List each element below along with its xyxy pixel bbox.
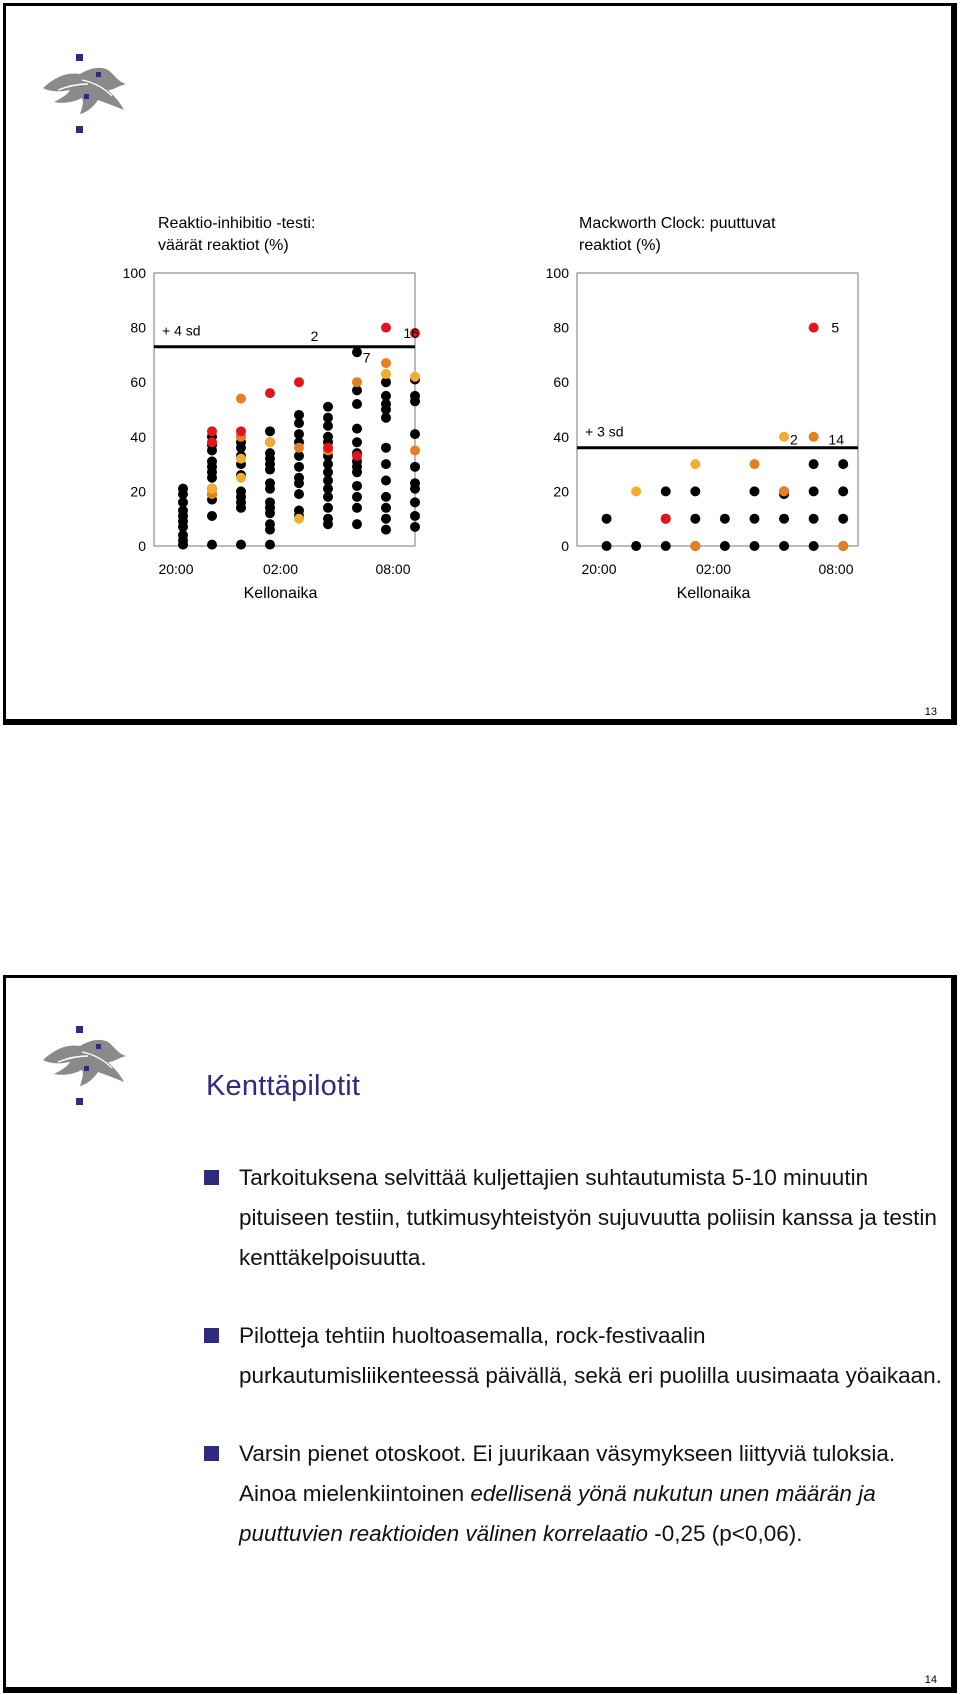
data-point (779, 514, 789, 524)
reference-line-label: + 3 sd (585, 423, 624, 440)
y-tick-label: 60 (130, 374, 146, 391)
data-point (661, 486, 671, 496)
data-point (352, 481, 362, 491)
bullet-list (204, 1158, 944, 1592)
data-point (749, 459, 759, 469)
data-point (294, 443, 304, 453)
chart-title: Reaktio-inhibitio -testi: (158, 215, 316, 232)
data-point (352, 399, 362, 409)
plot-frame (577, 273, 858, 546)
data-point (749, 486, 759, 496)
data-point (779, 432, 789, 442)
data-point (809, 514, 819, 524)
data-point (294, 473, 304, 483)
slide-number: 14 (924, 1674, 937, 1686)
data-point (265, 437, 275, 447)
bullet-item (204, 1158, 944, 1278)
data-point (294, 514, 304, 524)
data-point (236, 426, 246, 436)
data-point (323, 402, 333, 412)
data-point (381, 358, 391, 368)
slide-number: 13 (924, 706, 937, 718)
data-point (690, 486, 700, 496)
data-point (720, 514, 730, 524)
data-point (381, 459, 391, 469)
y-tick-label: 0 (138, 538, 146, 554)
x-tick-label: 02:00 (262, 561, 299, 577)
chart-title: reaktiot (%) (579, 237, 661, 254)
data-point (381, 369, 391, 379)
data-point (207, 426, 217, 436)
data-point (294, 377, 304, 387)
data-point (236, 540, 246, 550)
data-point (207, 540, 217, 550)
data-point (323, 503, 333, 513)
data-point (265, 426, 275, 436)
data-point (381, 503, 391, 513)
chart-title: Mackworth Clock: puuttuvat (579, 215, 776, 232)
data-point (352, 503, 362, 513)
y-tick-label: 0 (561, 538, 569, 554)
data-point (352, 519, 362, 529)
data-point (410, 511, 420, 521)
y-tick-label: 100 (545, 265, 569, 281)
data-point (265, 540, 275, 550)
data-point (602, 514, 612, 524)
reference-line-label: + 4 sd (162, 322, 201, 339)
data-label: 7 (362, 349, 371, 366)
data-point (352, 437, 362, 447)
square-bullet-icon (204, 1328, 219, 1343)
data-point (809, 323, 819, 333)
data-point (602, 541, 612, 551)
data-point (410, 372, 420, 382)
data-point (352, 451, 362, 461)
y-tick-label: 20 (130, 483, 146, 500)
data-point (265, 497, 275, 507)
data-point (323, 443, 333, 453)
university-logo-icon (38, 1026, 128, 1106)
bullet-text: Varsin pienet otoskoot. Ei juurikaan väsymykseen liittyviä tuloksia. Ainoa mielenkiintoinen (239, 1441, 896, 1506)
data-point (631, 541, 641, 551)
bullet-text-italic: edellisenä yönä nukutun unen määrän ja puuttuvien reaktioiden välinen korrelaatio (239, 1481, 876, 1546)
y-tick-label: 100 (122, 265, 146, 281)
data-point (294, 489, 304, 499)
data-point (381, 492, 391, 502)
charts-area (6, 6, 954, 726)
data-point (294, 410, 304, 420)
data-point (381, 391, 391, 401)
bullet-item (204, 1434, 944, 1554)
y-tick-label: 40 (130, 428, 146, 445)
data-point (381, 323, 391, 333)
x-tick-label: 08:00 (818, 561, 854, 577)
data-point (207, 456, 217, 466)
data-point (838, 486, 848, 496)
data-point (178, 484, 188, 494)
square-bullet-icon (204, 1446, 219, 1461)
data-point (410, 522, 420, 532)
data-point (352, 377, 362, 387)
x-tick-label: 08:00 (375, 561, 411, 577)
data-point (381, 525, 391, 535)
data-point (410, 429, 420, 439)
data-point (323, 413, 333, 423)
data-point (323, 514, 333, 524)
bullet-text: Pilotteja tehtiin huoltoasemalla, rock-festivaalin purkautumisliikenteessä päivällä, sekä eri puolilla uusimaata yöaikaan. (239, 1323, 942, 1388)
data-point (809, 459, 819, 469)
data-point (265, 448, 275, 458)
x-tick-label: 20:00 (581, 561, 617, 577)
x-axis-label: Kellonaika (676, 585, 751, 602)
x-axis-label: Kellonaika (243, 585, 318, 602)
data-point (749, 514, 759, 524)
data-point (381, 475, 391, 485)
data-point (236, 394, 246, 404)
data-point (381, 443, 391, 453)
y-tick-label: 20 (553, 483, 569, 500)
slide-14 (3, 975, 957, 1693)
data-point (749, 541, 759, 551)
data-point (410, 497, 420, 507)
data-point (207, 437, 217, 447)
data-point (352, 492, 362, 502)
y-tick-label: 60 (553, 374, 569, 391)
slide-13 (3, 3, 957, 725)
y-tick-label: 40 (553, 428, 569, 445)
data-point (690, 514, 700, 524)
data-point (661, 514, 671, 524)
chart-title: väärät reaktiot (%) (158, 237, 289, 254)
bullet-text: Tarkoituksena selvittää kuljettajien suhtautumista 5-10 minuutin pituiseen testiin, tutkimusyhteistyön sujuvuutta poliisin kanssa ja testin kenttäkelpoisuutta. (239, 1165, 937, 1270)
data-point (265, 519, 275, 529)
data-point (294, 429, 304, 439)
data-point (352, 347, 362, 357)
data-point (236, 473, 246, 483)
data-point (631, 486, 641, 496)
data-point (265, 388, 275, 398)
y-tick-label: 80 (553, 319, 569, 336)
data-label: 14 (828, 431, 844, 448)
data-point (838, 459, 848, 469)
data-point (779, 486, 789, 496)
data-label: 5 (831, 319, 840, 336)
data-point (690, 459, 700, 469)
data-point (838, 514, 848, 524)
data-point (410, 462, 420, 472)
data-point (410, 391, 420, 401)
data-point (265, 478, 275, 488)
data-label: 2 (310, 327, 319, 344)
data-point (809, 432, 819, 442)
square-bullet-icon (204, 1170, 219, 1185)
bullet-item (204, 1316, 944, 1396)
data-point (779, 541, 789, 551)
data-point (207, 511, 217, 521)
data-point (720, 541, 730, 551)
data-point (236, 454, 246, 464)
y-tick-label: 80 (130, 319, 146, 336)
data-point (381, 514, 391, 524)
data-point (809, 541, 819, 551)
data-point (410, 445, 420, 455)
data-point (809, 486, 819, 496)
data-point (323, 432, 333, 442)
data-point (352, 424, 362, 434)
data-point (236, 486, 246, 496)
data-point (690, 541, 700, 551)
data-point (838, 541, 848, 551)
data-label: 2 (789, 431, 798, 448)
x-tick-label: 02:00 (695, 561, 732, 577)
data-point (294, 462, 304, 472)
slide-title: Kenttäpilotit (206, 1070, 361, 1102)
plot-frame (154, 273, 415, 546)
data-label: 16 (403, 325, 419, 342)
x-tick-label: 20:00 (158, 561, 194, 577)
bullet-text-tail: -0,25 (p<0,06). (648, 1521, 803, 1546)
data-point (410, 478, 420, 488)
data-point (661, 541, 671, 551)
data-point (207, 484, 217, 494)
